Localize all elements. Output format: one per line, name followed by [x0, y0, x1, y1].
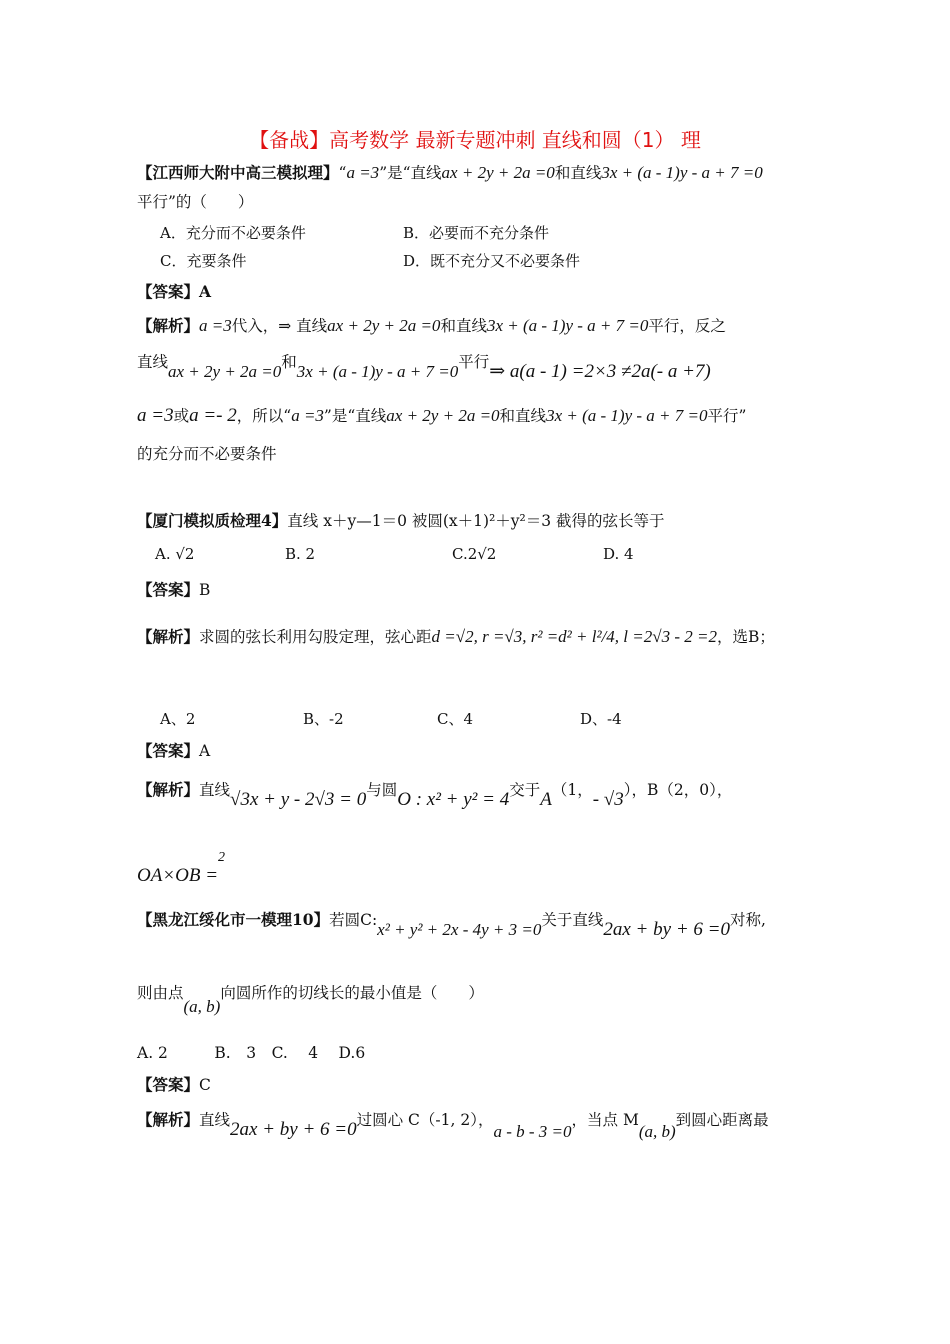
- text: 平行: [458, 353, 490, 371]
- math: 2: [218, 850, 226, 865]
- text: 或: [173, 407, 190, 425]
- text: 代入，⇒ 直线: [231, 317, 328, 335]
- q2-option-c: C.2√2: [452, 545, 497, 563]
- text: 过圆心 C（-1, 2），: [356, 1111, 494, 1129]
- q3-analysis-line2: [137, 850, 226, 887]
- text: 和直线: [440, 317, 487, 335]
- answer-value: B: [199, 581, 211, 599]
- analysis-label: 【解析】: [137, 316, 200, 335]
- text: ，选B；: [716, 628, 775, 646]
- text: ，当点 M: [571, 1111, 639, 1129]
- text: 到圆心距离最: [675, 1111, 769, 1129]
- math: ax + 2y + 2a =0: [168, 362, 282, 381]
- answer-label: 【答案】: [137, 580, 200, 599]
- q3-option-c: C、4: [437, 710, 474, 728]
- q2-option-b: B. 2: [285, 545, 316, 563]
- q3-option-b: B、-2: [303, 710, 344, 728]
- math: a =3: [199, 316, 232, 335]
- q2-text: 直线 x＋y—1＝0 被圆(x＋1)²＋y²＝3 截得的弦长等于: [287, 512, 665, 530]
- text: ），B（2，0），: [623, 781, 733, 799]
- text: （1，: [551, 781, 593, 799]
- q1-option-a: A．充分而不必要条件: [160, 224, 306, 242]
- math: 3x + (a - 1)y - a + 7 =0: [296, 362, 459, 381]
- math: ax + 2y + 2a =0: [386, 406, 500, 425]
- math: (a, b): [638, 1122, 676, 1141]
- q4-stem-line1: [137, 910, 766, 940]
- text: 向圆所作的切线长的最小值是（ ）: [220, 984, 484, 1002]
- q2-option-a: A. √2: [155, 545, 195, 563]
- q2-answer: [137, 580, 210, 600]
- q3-analysis-line1: [137, 780, 733, 810]
- math: x² + y² + 2x - 4y + 3 =0: [377, 920, 542, 939]
- math: a =3: [137, 405, 174, 426]
- q1-line1: ax + 2y + 2a =0: [441, 163, 555, 182]
- answer-label: 【答案】: [137, 1075, 200, 1094]
- text: 平行，反之: [648, 317, 726, 335]
- text: 和: [281, 353, 297, 371]
- q2-source: 【厦门模拟质检理4】: [137, 511, 288, 530]
- text: 关于直线: [541, 911, 604, 929]
- analysis-label: 【解析】: [137, 627, 200, 646]
- text: 和直线: [499, 407, 547, 425]
- q1-option-d: D．既不充分又不必要条件: [403, 252, 581, 270]
- text: 则由点: [137, 984, 184, 1002]
- math: OA×OB =: [137, 865, 219, 887]
- q1-option-b: B．必要而不充分条件: [403, 224, 550, 242]
- q4-source: 【黑龙江绥化市一模理10】: [137, 910, 330, 929]
- text: 与圆: [366, 781, 398, 799]
- q3-answer: [137, 741, 210, 761]
- q1-text-and: 和直线: [554, 164, 602, 182]
- q1-stem-line2: 平行”的（ ）: [137, 193, 254, 211]
- text: 对称,: [729, 911, 766, 929]
- q1-option-c: C．充要条件: [160, 252, 247, 270]
- answer-value: A: [199, 282, 212, 301]
- q4-stem-line2: [137, 983, 484, 1016]
- math: (a, b): [183, 997, 221, 1016]
- q3-option-a: A、2: [160, 710, 196, 728]
- math: ax + 2y + 2a =0: [327, 316, 441, 335]
- math: A: [540, 789, 552, 810]
- math: a =3: [291, 406, 324, 425]
- analysis-label: 【解析】: [137, 780, 200, 799]
- q2-option-d: D. 4: [603, 545, 634, 563]
- text: 若圆C:: [329, 911, 378, 929]
- math: 3x + (a - 1)y - a + 7 =0: [486, 316, 649, 335]
- q1-analysis-line4: 的充分而不必要条件: [137, 445, 277, 463]
- text: 求圆的弦长利用勾股定理，弦心距: [199, 628, 432, 646]
- q2-formula: d =√2, r =√3, r² =d² + l²/4, l =2√3 - 2 =2: [431, 627, 717, 646]
- q1-text: ”是“直线: [379, 164, 442, 182]
- q3-option-d: D、-4: [580, 710, 622, 728]
- q2-analysis: [137, 627, 775, 647]
- math: - √3: [592, 789, 624, 810]
- answer-label: 【答案】: [137, 741, 200, 760]
- q1-quote: “: [338, 164, 347, 182]
- text: 平行”: [707, 407, 747, 425]
- answer-value: A: [199, 742, 211, 760]
- page-title: 【备战】高考数学 最新专题冲刺 直线和圆（1） 理: [249, 128, 701, 152]
- text: ，所以“: [236, 407, 292, 425]
- math: √3x + y - 2√3 = 0: [230, 789, 367, 810]
- text: ”是“直线: [323, 407, 387, 425]
- text: 直线: [199, 1111, 231, 1129]
- math: 2ax + by + 6 =0: [603, 919, 730, 940]
- q1-analysis-line2: [137, 352, 711, 382]
- math: 3x + (a - 1)y - a + 7 =0: [546, 406, 708, 425]
- math: 2ax + by + 6 =0: [230, 1119, 357, 1140]
- q4-options: A. 2 B. 3 C. 4 D.6: [137, 1044, 366, 1062]
- q4-answer: [137, 1075, 211, 1095]
- q4-analysis: [137, 1110, 769, 1141]
- q1-stem-line1: [137, 163, 763, 183]
- q1-answer: [137, 282, 211, 302]
- q1-analysis-line3: [137, 406, 746, 426]
- answer-label: 【答案】: [137, 282, 200, 301]
- text: 交于: [509, 781, 541, 799]
- q2-stem: [137, 511, 665, 531]
- text: 直线: [137, 353, 169, 371]
- text: 直线: [199, 781, 231, 799]
- q1-analysis-line1: [137, 316, 726, 336]
- math: O : x² + y² = 4: [397, 789, 510, 810]
- analysis-label: 【解析】: [137, 1110, 200, 1129]
- math: a - b - 3 =0: [493, 1122, 572, 1141]
- math: ⇒ a(a - 1) =2×3 ≠2a(- a +7): [489, 361, 711, 382]
- q1-line2: 3x + (a - 1)y - a + 7 =0: [601, 163, 763, 182]
- q1-source: 【江西师大附中高三模拟理】: [137, 163, 339, 182]
- q1-condition: a =3: [346, 163, 380, 182]
- answer-value: C: [199, 1076, 211, 1094]
- math: a =- 2: [189, 405, 237, 426]
